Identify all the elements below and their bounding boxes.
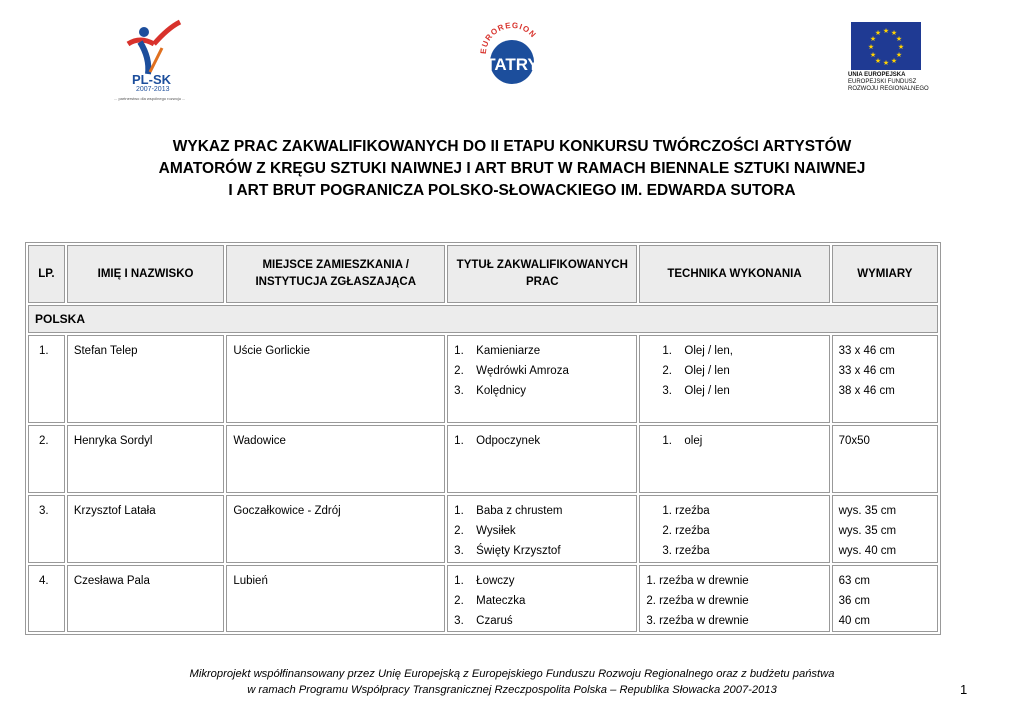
row-name: Krzysztof Latała — [67, 495, 225, 563]
row-dimensions — [832, 495, 938, 563]
row-lp: 1. — [28, 335, 65, 423]
eu-caption — [848, 72, 929, 93]
svg-text:★: ★ — [897, 43, 905, 51]
technique-item — [646, 541, 822, 561]
work-title-text: Czaruś — [476, 615, 513, 627]
technique-number: 3. — [662, 385, 672, 397]
technique-item — [646, 571, 822, 591]
technique-item — [646, 381, 822, 401]
header-place: MIEJSCE ZAMIESZKANIA / INSTYTUCJA ZGŁASZAJĄCA — [226, 245, 445, 303]
row-titles — [447, 495, 637, 563]
dimension-item: 63 cm — [838, 575, 870, 587]
header-lp: LP. — [28, 245, 65, 303]
svg-text:★: ★ — [895, 51, 903, 59]
document-title — [60, 136, 964, 202]
work-title-text: Łowczy — [476, 575, 515, 587]
row-technique — [639, 565, 829, 632]
dimension-item: 70x50 — [838, 435, 870, 447]
work-title-number: 3. — [454, 615, 464, 627]
table-header-row — [28, 245, 938, 303]
work-title-number: 1. — [454, 505, 464, 517]
title-line-2: AMATORÓW Z KRĘGU SZTUKI NAIWNEJ I ART BRUT W RAMACH BIENNALE SZTUKI NAIWNEJ — [158, 160, 866, 177]
work-title-text: Kamieniarze — [476, 345, 541, 357]
row-place: Wadowice — [226, 425, 445, 493]
eu-caption-line1: UNIA EUROPEJSKA — [848, 72, 906, 78]
work-title-text: Odpoczynek — [476, 435, 541, 447]
svg-text:★: ★ — [895, 35, 903, 43]
eu-flag-icon — [851, 22, 921, 70]
technique-text: 1. rzeźba w drewnie — [646, 575, 749, 587]
work-title-item — [454, 571, 630, 591]
row-place: Goczałkowice - Zdrój — [226, 495, 445, 563]
work-title-text: Kolędnicy — [476, 385, 527, 397]
work-title-number: 1. — [454, 345, 464, 357]
svg-text:★: ★ — [874, 29, 882, 37]
technique-text: Olej / len, — [684, 345, 733, 357]
tatry-name: TATRY — [485, 55, 539, 74]
section-label: POLSKA — [28, 305, 938, 333]
row-lp: 2. — [28, 425, 65, 493]
work-title-text: Wędrówki Amroza — [476, 365, 569, 377]
technique-number: 2. — [662, 365, 672, 377]
work-title-text: Wysiłek — [476, 525, 516, 537]
work-title-number: 2. — [454, 365, 464, 377]
pl-sk-years: 2007-2013 — [136, 86, 170, 93]
work-title-number: 1. — [454, 575, 464, 587]
pl-sk-name: PL-SK — [132, 72, 171, 87]
pl-sk-logo — [110, 18, 200, 104]
dimension-item: wys. 35 cm — [838, 525, 897, 537]
svg-text:★: ★ — [869, 51, 877, 59]
dimension-item: 36 cm — [838, 595, 870, 607]
header-name: IMIĘ I NAZWISKO — [67, 245, 225, 303]
technique-item — [646, 431, 822, 451]
svg-text:★: ★ — [874, 57, 882, 65]
table-row — [28, 335, 938, 423]
pl-sk-figure-icon — [110, 18, 200, 78]
work-title-number: 2. — [454, 525, 464, 537]
technique-text: Olej / len — [684, 365, 730, 377]
technique-text: Olej / len — [684, 385, 730, 397]
work-title-text: Baba z chrustem — [476, 505, 563, 517]
table-row — [28, 565, 938, 632]
work-title-number: 1. — [454, 435, 464, 447]
title-line-3: I ART BRUT POGRANICZA POLSKO-SŁOWACKIEGO IM. EDWARDA SUTORA — [228, 182, 796, 199]
dimension-item: 33 x 46 cm — [838, 345, 895, 357]
row-name: Henryka Sordyl — [67, 425, 225, 493]
row-technique — [639, 425, 829, 493]
dimension-item: wys. 40 cm — [838, 545, 897, 557]
svg-text:★: ★ — [869, 35, 877, 43]
technique-text: olej — [684, 435, 703, 447]
eu-logo — [848, 22, 938, 102]
technique-number: 1. — [662, 345, 672, 357]
dimension-item: wys. 35 cm — [838, 505, 897, 517]
row-lp: 3. — [28, 495, 65, 563]
work-title-number: 3. — [454, 545, 464, 557]
tatry-arc-text: EUROREGION — [478, 20, 539, 55]
technique-text: 2. rzeźba — [662, 525, 710, 537]
row-dimensions — [832, 425, 938, 493]
work-title-item — [454, 501, 630, 521]
technique-text: 3. rzeźba w drewnie — [646, 615, 749, 627]
table-row — [28, 495, 938, 563]
row-place: Uście Gorlickie — [226, 335, 445, 423]
row-dimensions — [832, 335, 938, 423]
title-line-1: WYKAZ PRAC ZAKWALIFIKOWANYCH DO II ETAPU KONKURSU TWÓRCZOŚCI ARTYSTÓW — [172, 138, 852, 155]
technique-text: 2. rzeźba w drewnie — [646, 595, 749, 607]
work-title-item — [454, 381, 630, 401]
row-technique — [639, 495, 829, 563]
row-lp: 4. — [28, 565, 65, 632]
section-row — [28, 305, 938, 333]
dimension-item: 33 x 46 cm — [838, 365, 895, 377]
svg-text:★: ★ — [890, 29, 898, 37]
technique-item — [646, 591, 822, 611]
svg-text:★: ★ — [890, 57, 898, 65]
svg-text:★: ★ — [882, 27, 890, 35]
header-technique: TECHNIKA WYKONANIA — [639, 245, 829, 303]
work-title-item — [454, 591, 630, 611]
row-titles — [447, 565, 637, 632]
work-title-item — [454, 521, 630, 541]
dimension-item: 40 cm — [838, 615, 870, 627]
header-titles: TYTUŁ ZAKWALIFIKOWANYCH PRAC — [447, 245, 637, 303]
row-technique — [639, 335, 829, 423]
pl-sk-tagline: ... partnerstwo dla wspólnego rozwoju ... — [114, 96, 186, 101]
row-place: Lubień — [226, 565, 445, 632]
svg-text:★: ★ — [882, 59, 890, 67]
technique-item — [646, 501, 822, 521]
tatry-emblem-icon — [476, 18, 548, 90]
technique-item — [646, 361, 822, 381]
row-titles — [447, 335, 637, 423]
footer-note — [100, 666, 924, 698]
technique-text: 3. rzeźba — [662, 545, 710, 557]
row-dimensions — [832, 565, 938, 632]
row-name: Stefan Telep — [67, 335, 225, 423]
qualified-works-table — [25, 242, 941, 635]
euroregion-tatry-logo — [476, 18, 548, 90]
work-title-text: Święty Krzysztof — [476, 545, 561, 557]
work-title-item — [454, 541, 630, 561]
technique-item — [646, 341, 822, 361]
technique-number: 1. — [662, 435, 672, 447]
row-titles — [447, 425, 637, 493]
page-number: 1 — [960, 682, 968, 697]
work-title-item — [454, 611, 630, 631]
eu-caption-line3: ROZWOJU REGIONALNEGO — [848, 86, 929, 92]
svg-text:★: ★ — [867, 43, 875, 51]
dimension-item: 38 x 46 cm — [838, 385, 895, 397]
technique-item — [646, 521, 822, 541]
work-title-number: 2. — [454, 595, 464, 607]
header-dimensions: WYMIARY — [832, 245, 938, 303]
footer-line-1: Mikroprojekt współfinansowany przez Unię Europejską z Europejskiego Funduszu Rozwoju Regionalnego oraz z budżetu państwa — [189, 668, 835, 680]
work-title-item — [454, 361, 630, 381]
row-name: Czesława Pala — [67, 565, 225, 632]
work-title-item — [454, 431, 630, 451]
technique-text: 1. rzeźba — [662, 505, 710, 517]
table-row — [28, 425, 938, 493]
footer-line-2: w ramach Programu Współpracy Transgranicznej Rzeczpospolita Polska – Republika Słowacka 2007-2013 — [247, 684, 777, 696]
technique-item — [646, 611, 822, 631]
work-title-text: Mateczka — [476, 595, 526, 607]
work-title-number: 3. — [454, 385, 464, 397]
work-title-item — [454, 341, 630, 361]
eu-caption-line2: EUROPEJSKI FUNDUSZ — [848, 79, 917, 85]
